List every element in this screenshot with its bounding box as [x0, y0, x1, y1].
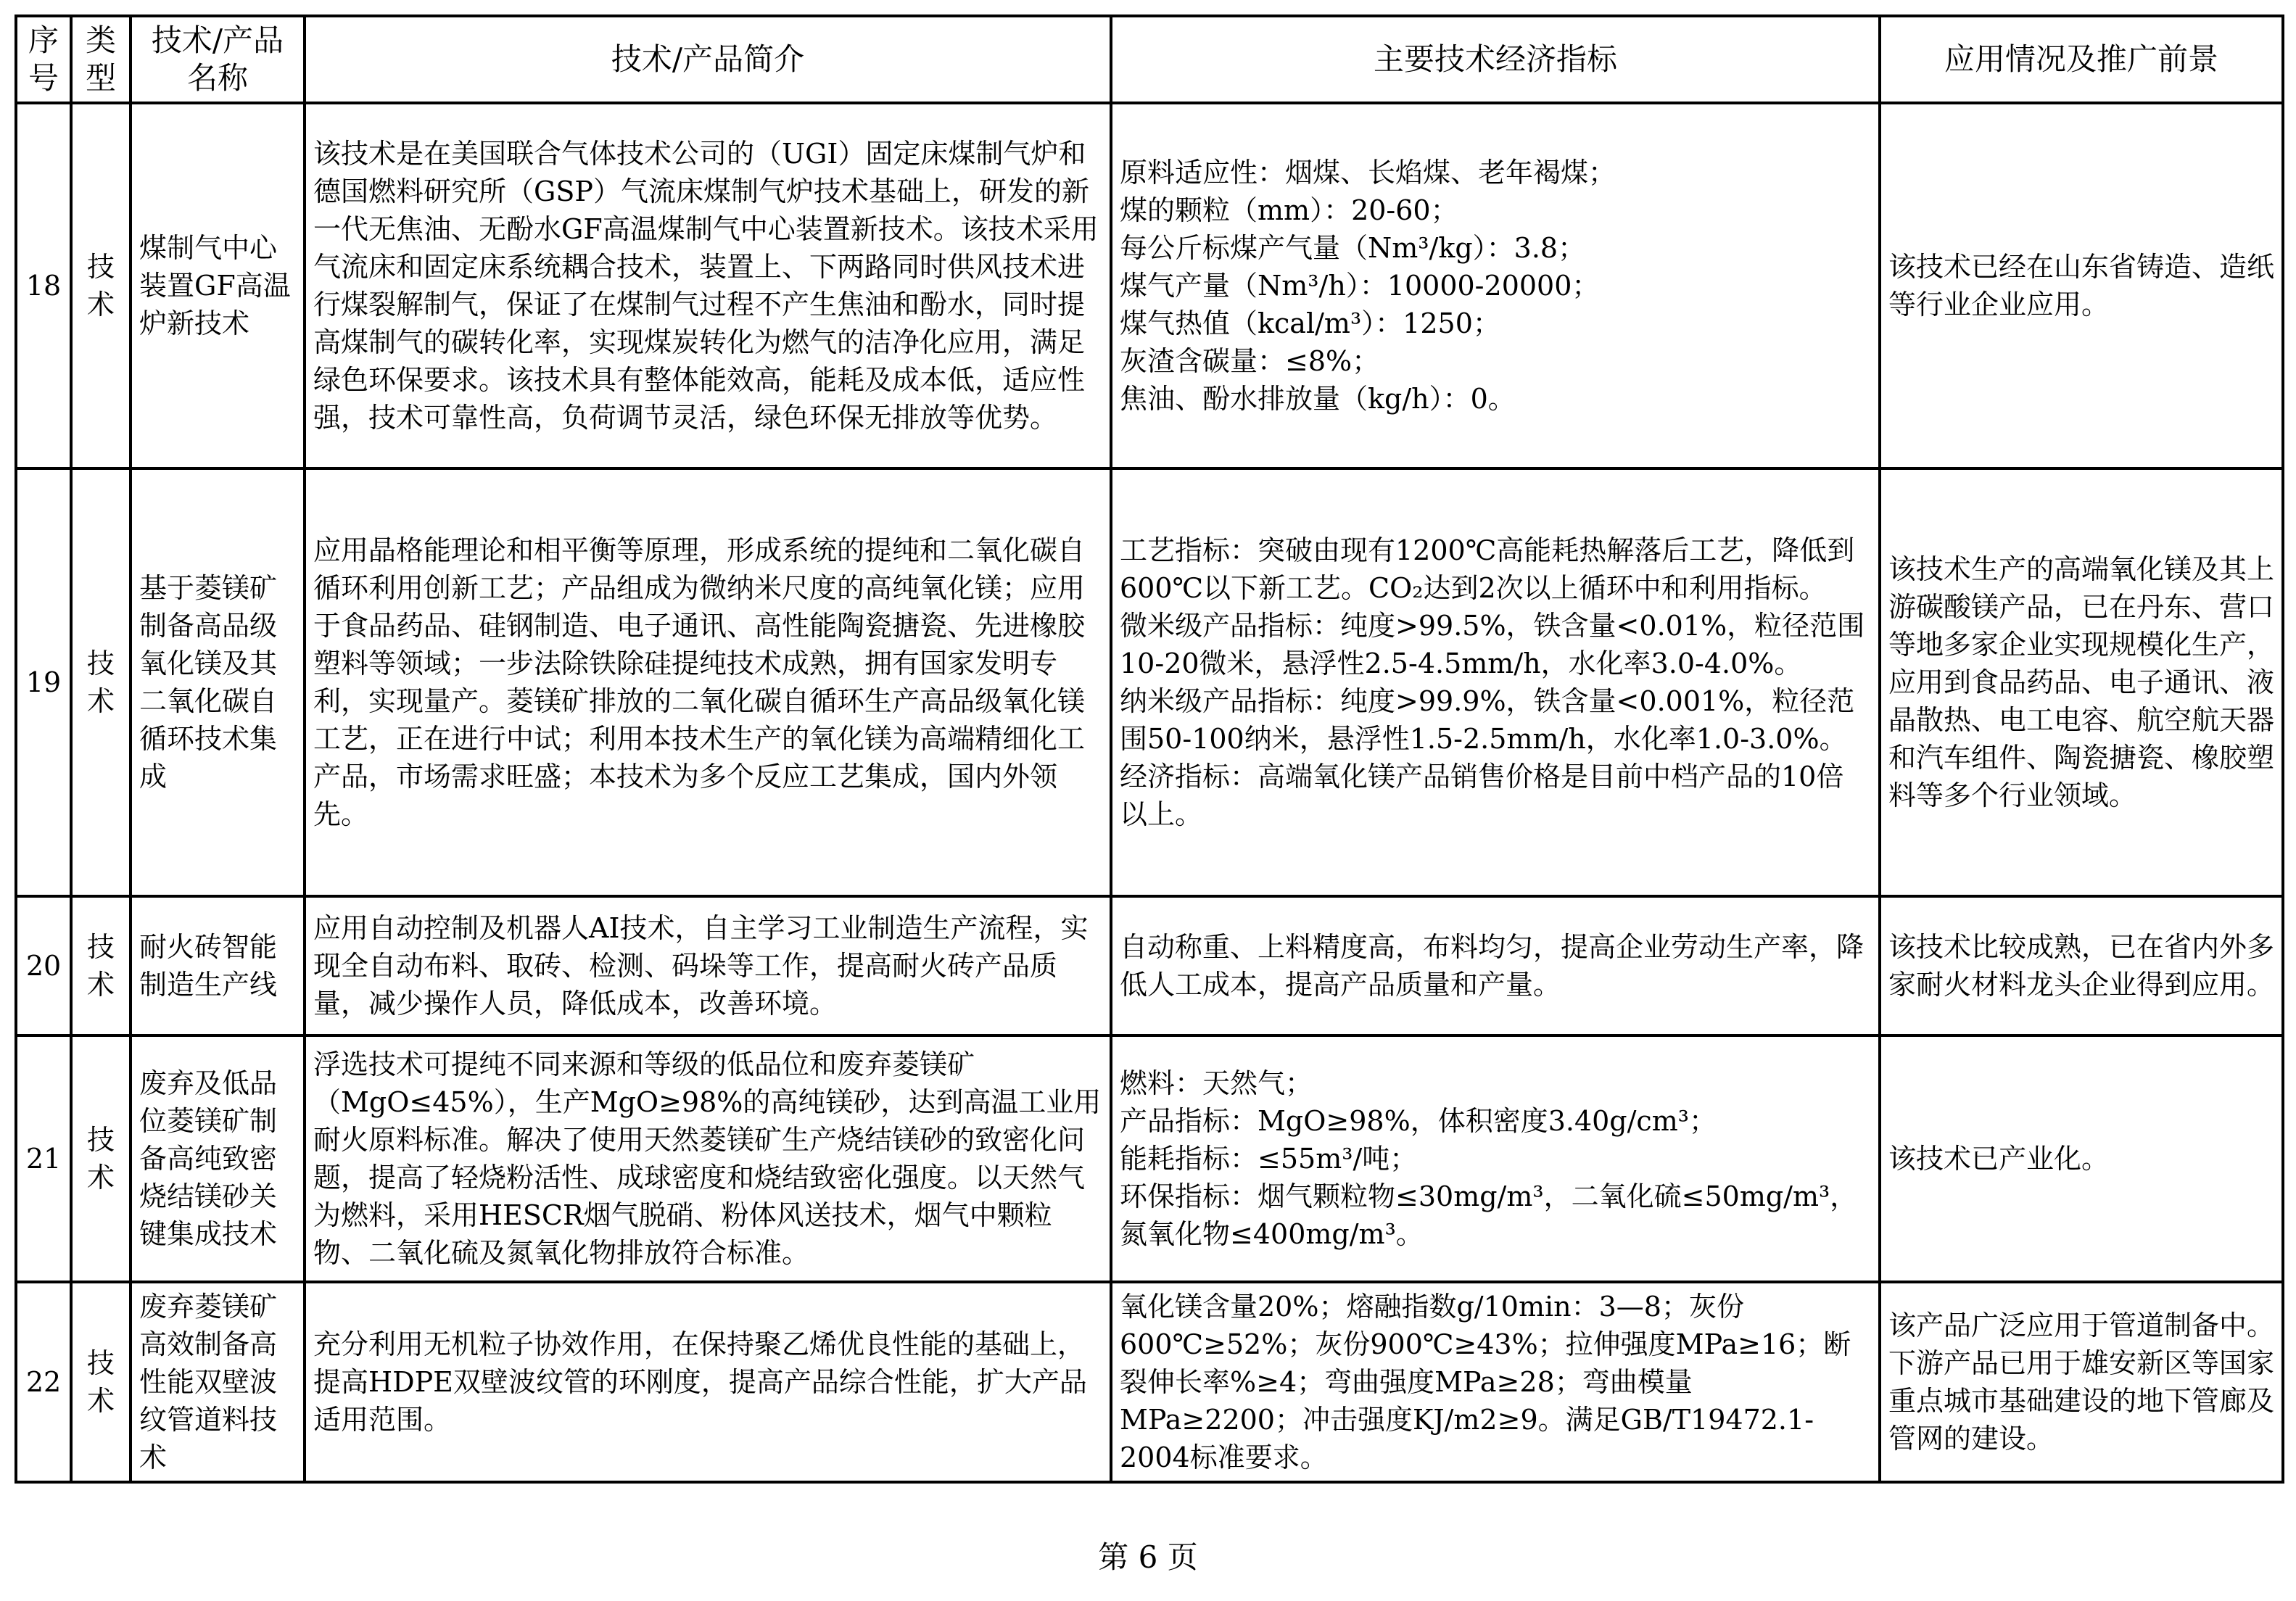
row-type: 技术: [71, 1035, 131, 1282]
header-num: 序号: [16, 16, 71, 103]
row-name: 耐火砖智能制造生产线: [131, 896, 305, 1035]
indicator-line: 产品指标：MgO≥98%，体积密度3.40g/cm³；: [1120, 1105, 1717, 1137]
row-application: 该技术比较成熟，已在省内外多家耐火材料龙头企业得到应用。: [1880, 896, 2283, 1035]
row-name: 基于菱镁矿制备高品级氧化镁及其二氧化碳自循环技术集成: [131, 468, 305, 896]
indicator-line: 氧化镁含量20%；熔融指数g/10min：3—8；灰份600℃≥52%；灰份900℃≥43%；拉伸强度MPa≥16；断裂伸长率%≥4；弯曲强度MPa≥28；弯曲模量MPa≥2200；冲击强度KJ/m2≥9。满足GB/T19472.1-2004标准要求。: [1120, 1291, 1851, 1473]
row-name: 废弃菱镁矿高效制备高性能双壁波纹管道料技术: [131, 1282, 305, 1482]
row-num: 22: [16, 1282, 71, 1482]
indicator-line: 纳米级产品指标：纯度>99.9%，铁含量<0.001%，粒径范围50-100纳米，悬浮性1.5-2.5mm/h，水化率1.0-3.0%。: [1120, 685, 1855, 755]
technology-table: [15, 15, 2284, 1484]
indicator-line: 燃料：天然气；: [1120, 1067, 1313, 1099]
row-description: 应用自动控制及机器人AI技术，自主学习工业制造生产流程，实现全自动布料、取砖、检测、码垛等工作，提高耐火砖产品质量，减少操作人员，降低成本，改善环境。: [305, 896, 1111, 1035]
row-indicators: [1111, 1282, 1880, 1482]
row-name: 废弃及低品位菱镁矿制备高纯致密烧结镁砂关键集成技术: [131, 1035, 305, 1282]
row-application: 该技术生产的高端氧化镁及其上游碳酸镁产品，已在丹东、营口等地多家企业实现规模化生产，应用到食品药品、电子通讯、液晶散热、电工电容、航空航天器和汽车组件、陶瓷搪瓷、橡胶塑料等多个行业领域。: [1880, 468, 2283, 896]
page-number: 第 6 页: [1098, 1539, 1198, 1575]
row-indicators: [1111, 896, 1880, 1035]
header-name: 技术/产品名称: [131, 16, 305, 103]
row-name: 煤制气中心装置GF高温炉新技术: [131, 103, 305, 468]
row-type: 技术: [71, 896, 131, 1035]
header-desc: 技术/产品简介: [305, 16, 1111, 103]
row-description: 浮选技术可提纯不同来源和等级的低品位和废弃菱镁矿（MgO≤45%），生产MgO≥98%的高纯镁砂，达到高温工业用耐火原料标准。解决了使用天然菱镁矿生产烧结镁砂的致密化问题，提高了轻烧粉活性、成球密度和烧结致密化强度。以天然气为燃料，采用HESCR烟气脱硝、粉体风送技术，烟气中颗粒物、二氧化硫及氮氧化物排放符合标准。: [305, 1035, 1111, 1282]
row-type: 技术: [71, 468, 131, 896]
row-type: 技术: [71, 103, 131, 468]
header-type: 类型: [71, 16, 131, 103]
indicator-line: 煤的颗粒（mm）：20-60；: [1120, 194, 1458, 226]
indicator-line: 灰渣含碳量：≤8%；: [1120, 345, 1380, 377]
row-application: 该技术已产业化。: [1880, 1035, 2283, 1282]
row-application: 该技术已经在山东省铸造、造纸等行业企业应用。: [1880, 103, 2283, 468]
table-row: [16, 896, 2283, 1035]
row-description: 充分利用无机粒子协效作用，在保持聚乙烯优良性能的基础上，提高HDPE双壁波纹管的环刚度，提高产品综合性能，扩大产品适用范围。: [305, 1282, 1111, 1482]
table-row: [16, 1035, 2283, 1282]
indicator-line: 焦油、酚水排放量（kg/h）：0。: [1120, 383, 1516, 415]
indicator-line: 工艺指标：突破由现有1200℃高能耗热解落后工艺，降低到600℃以下新工艺。CO₂达到2次以上循环中和利用指标。: [1120, 534, 1855, 604]
indicator-line: 自动称重、上料精度高，布料均匀，提高企业劳动生产率，降低人工成本，提高产品质量和产量。: [1120, 931, 1865, 1001]
indicator-line: 煤气热值（kcal/m³）：1250；: [1120, 307, 1500, 339]
table-row: [16, 1282, 2283, 1482]
indicator-line: 环保指标：烟气颗粒物≤30mg/m³，二氧化硫≤50mg/m³，氮氧化物≤400mg/m³。: [1120, 1180, 1858, 1250]
row-num: 20: [16, 896, 71, 1035]
row-application: 该产品广泛应用于管道制备中。下游产品已用于雄安新区等国家重点城市基础建设的地下管廊及管网的建设。: [1880, 1282, 2283, 1482]
row-num: 19: [16, 468, 71, 896]
indicator-line: 原料适应性：烟煤、长焰煤、老年褐煤；: [1120, 157, 1616, 189]
row-indicators: [1111, 1035, 1880, 1282]
table-row: [16, 468, 2283, 896]
header-application: 应用情况及推广前景: [1880, 16, 2283, 103]
row-num: 21: [16, 1035, 71, 1282]
indicator-line: 经济指标：高端氧化镁产品销售价格是目前中档产品的10倍以上。: [1120, 761, 1844, 830]
table-row: [16, 103, 2283, 468]
row-indicators: [1111, 103, 1880, 468]
indicator-line: 每公斤标煤产气量（Nm³/kg）：3.8；: [1120, 232, 1586, 264]
indicator-line: 能耗指标：≤55m³/吨；: [1120, 1143, 1418, 1175]
row-type: 技术: [71, 1282, 131, 1482]
row-description: 应用晶格能理论和相平衡等原理，形成系统的提纯和二氧化碳自循环利用创新工艺；产品组成为微纳米尺度的高纯氧化镁；应用于食品药品、硅钢制造、电子通讯、高性能陶瓷搪瓷、先进橡胶塑料等领域；一步法除铁除硅提纯技术成熟，拥有国家发明专利，实现量产。菱镁矿排放的二氧化碳自循环生产高品级氧化镁工艺，正在进行中试；利用本技术生产的氧化镁为高端精细化工产品，市场需求旺盛；本技术为多个反应工艺集成，国内外领先。: [305, 468, 1111, 896]
indicator-line: 微米级产品指标：纯度>99.5%，铁含量<0.01%，粒径范围10-20微米，悬浮性2.5-4.5mm/h，水化率3.0-4.0%。: [1120, 610, 1865, 679]
header-indicators: 主要技术经济指标: [1111, 16, 1880, 103]
row-indicators: [1111, 468, 1880, 896]
row-num: 18: [16, 103, 71, 468]
row-description: 该技术是在美国联合气体技术公司的（UGI）固定床煤制气炉和德国燃料研究所（GSP）气流床煤制气炉技术基础上，研发的新一代无焦油、无酚水GF高温煤制气中心装置新技术。该技术采用气流床和固定床系统耦合技术，装置上、下两路同时供风技术进行煤裂解制气，保证了在煤制气过程不产生焦油和酚水，同时提高煤制气的碳转化率，实现煤炭转化为燃气的洁净化应用，满足绿色环保要求。该技术具有整体能效高，能耗及成本低，适应性强，技术可靠性高，负荷调节灵活，绿色环保无排放等优势。: [305, 103, 1111, 468]
indicator-line: 煤气产量（Nm³/h）：10000-20000；: [1120, 270, 1600, 302]
table-header-row: [16, 16, 2283, 103]
